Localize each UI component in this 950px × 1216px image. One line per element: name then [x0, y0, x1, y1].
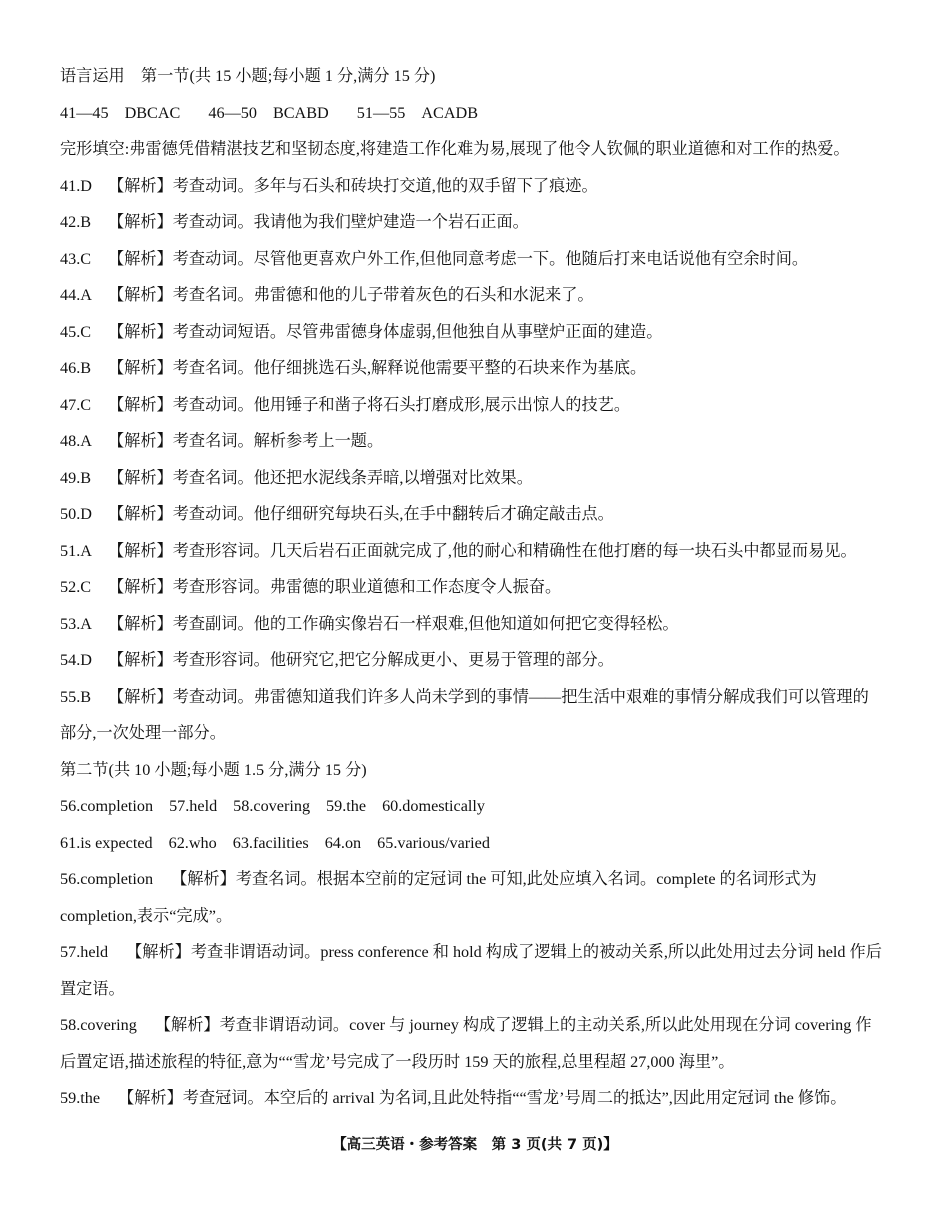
analysis-tag: 【解析】 [108, 249, 173, 268]
explanation-item: 52.C 【解析】考查形容词。弗雷德的职业道德和工作态度令人振奋。 [60, 578, 562, 596]
section2-answers-row1: 56.completion 57.held 58.covering 59.the 60.domestically [60, 797, 486, 815]
section2-answers-row2: 61.is expected 62.who 63.facilities 64.on 65.various/varied [60, 833, 490, 852]
explanation-continuation: completion,表示“完成”。 [60, 906, 233, 925]
explanation-item: 59.the 【解析】考查冠词。本空后的 arrival 为名词,且此处特指““雪龙’号周二的抵达”,因此用定冠词 the 修饰。 [60, 1089, 847, 1107]
analysis-tag: 【解析】 [108, 687, 173, 706]
explanation-continuation: 后置定语,描述旅程的特征,意为““雪龙’号完成了一段历时 159 天的旅程,总里程超 27,000 海里”。 [60, 1052, 735, 1071]
explanation-continuation: 部分,一次处理一部分。 [60, 724, 226, 742]
analysis-tag: 【解析】 [108, 213, 173, 231]
analysis-tag: 【解析】 [108, 468, 173, 487]
explanation-item: 42.B 【解析】考查动词。我请他为我们壁炉建造一个岩石正面。 [60, 213, 529, 231]
analysis-tag: 【解析】 [118, 1089, 183, 1107]
explanation-item: 47.C 【解析】考查动词。他用锤子和凿子将石头打磨成形,展示出惊人的技艺。 [60, 395, 631, 414]
answer-key-page [60, 58, 900, 1117]
explanation-item: 43.C 【解析】考查动词。尽管他更喜欢户外工作,但他同意考虑一下。他随后打来电话说他有空余时间。 [60, 249, 809, 268]
section2-header: 第二节(共 10 小题;每小题 1.5 分,满分 15 分) [60, 760, 367, 779]
page-footer: 【高三英语・参考答案 第 3 页(共 7 页)】 [332, 1137, 618, 1153]
explanation-item: 44.A 【解析】考查名词。弗雷德和他的儿子带着灰色的石头和水泥来了。 [60, 286, 594, 304]
explanation-item: 56.completion 【解析】考查名词。根据本空前的定冠词 the 可知,此处应填入名词。complete 的名词形式为 [60, 870, 817, 888]
analysis-tag: 【解析】 [108, 505, 173, 523]
explanation-item: 57.held 【解析】考查非谓语动词。press conference 和 hold 构成了逻辑上的被动关系,所以此处用过去分词 held 作后 [60, 943, 882, 961]
answer-group: 51—55 ACADB [356, 103, 479, 122]
explanation-item: 46.B 【解析】考查名词。他仔细挑选石头,解释说他需要平整的石块来作为基底。 [60, 359, 647, 377]
explanation-item: 54.D 【解析】考查形容词。他研究它,把它分解成更小、更易于管理的部分。 [60, 651, 614, 669]
explanation-item: 51.A 【解析】考查形容词。几天后岩石正面就完成了,他的耐心和精确性在他打磨的每一块石头中都显而易见。 [60, 541, 857, 560]
explanation-item: 58.covering 【解析】考查非谓语动词。cover 与 journey 构成了逻辑上的主动关系,所以此处用现在分词 covering 作 [60, 1016, 872, 1034]
explanation-item: 49.B 【解析】考查名词。他还把水泥线条弄暗,以增强对比效果。 [60, 468, 533, 487]
explanation-item: 50.D 【解析】考查动词。他仔细研究每块石头,在手中翻转后才确定敲击点。 [60, 505, 614, 523]
analysis-tag: 【解析】 [108, 322, 173, 341]
answer-group: 41—45 DBCAC [60, 103, 181, 122]
explanation-item: 53.A 【解析】考查副词。他的工作确实像岩石一样艰难,但他知道如何把它变得轻松。 [60, 614, 679, 633]
analysis-tag: 【解析】 [108, 578, 173, 596]
analysis-tag: 【解析】 [108, 432, 173, 450]
analysis-tag: 【解析】 [108, 176, 173, 195]
answer-group: 46—50 BCABD [208, 103, 329, 122]
analysis-tag: 【解析】 [108, 541, 173, 560]
analysis-tag: 【解析】 [126, 943, 191, 961]
analysis-tag: 【解析】 [171, 870, 236, 888]
analysis-tag: 【解析】 [108, 286, 173, 304]
analysis-tag: 【解析】 [154, 1016, 220, 1034]
explanation-item: 41.D 【解析】考查动词。多年与石头和砖块打交道,他的双手留下了痕迹。 [60, 176, 598, 195]
explanation-item: 48.A 【解析】考查名词。解析参考上一题。 [60, 432, 384, 450]
analysis-tag: 【解析】 [108, 395, 173, 414]
answer-summary-row [60, 95, 900, 132]
analysis-tag: 【解析】 [108, 359, 173, 377]
section1-header: 语言运用 第一节(共 15 小题;每小题 1 分,满分 15 分) [60, 67, 436, 85]
explanation-item: 45.C 【解析】考查动词短语。尽管弗雷德身体虚弱,但他独自从事壁炉正面的建造。 [60, 322, 663, 341]
explanation-item: 55.B 【解析】考查动词。弗雷德知道我们许多人尚未学到的事情——把生活中艰难的事情分解成我们可以管理的 [60, 687, 869, 706]
explanation-continuation: 置定语。 [60, 979, 125, 998]
passage-summary: 完形填空:弗雷德凭借精湛技艺和坚韧态度,将建造工作化难为易,展现了他令人钦佩的职业道德和对工作的热爱。 [60, 140, 850, 158]
analysis-tag: 【解析】 [108, 614, 173, 633]
analysis-tag: 【解析】 [108, 651, 173, 669]
